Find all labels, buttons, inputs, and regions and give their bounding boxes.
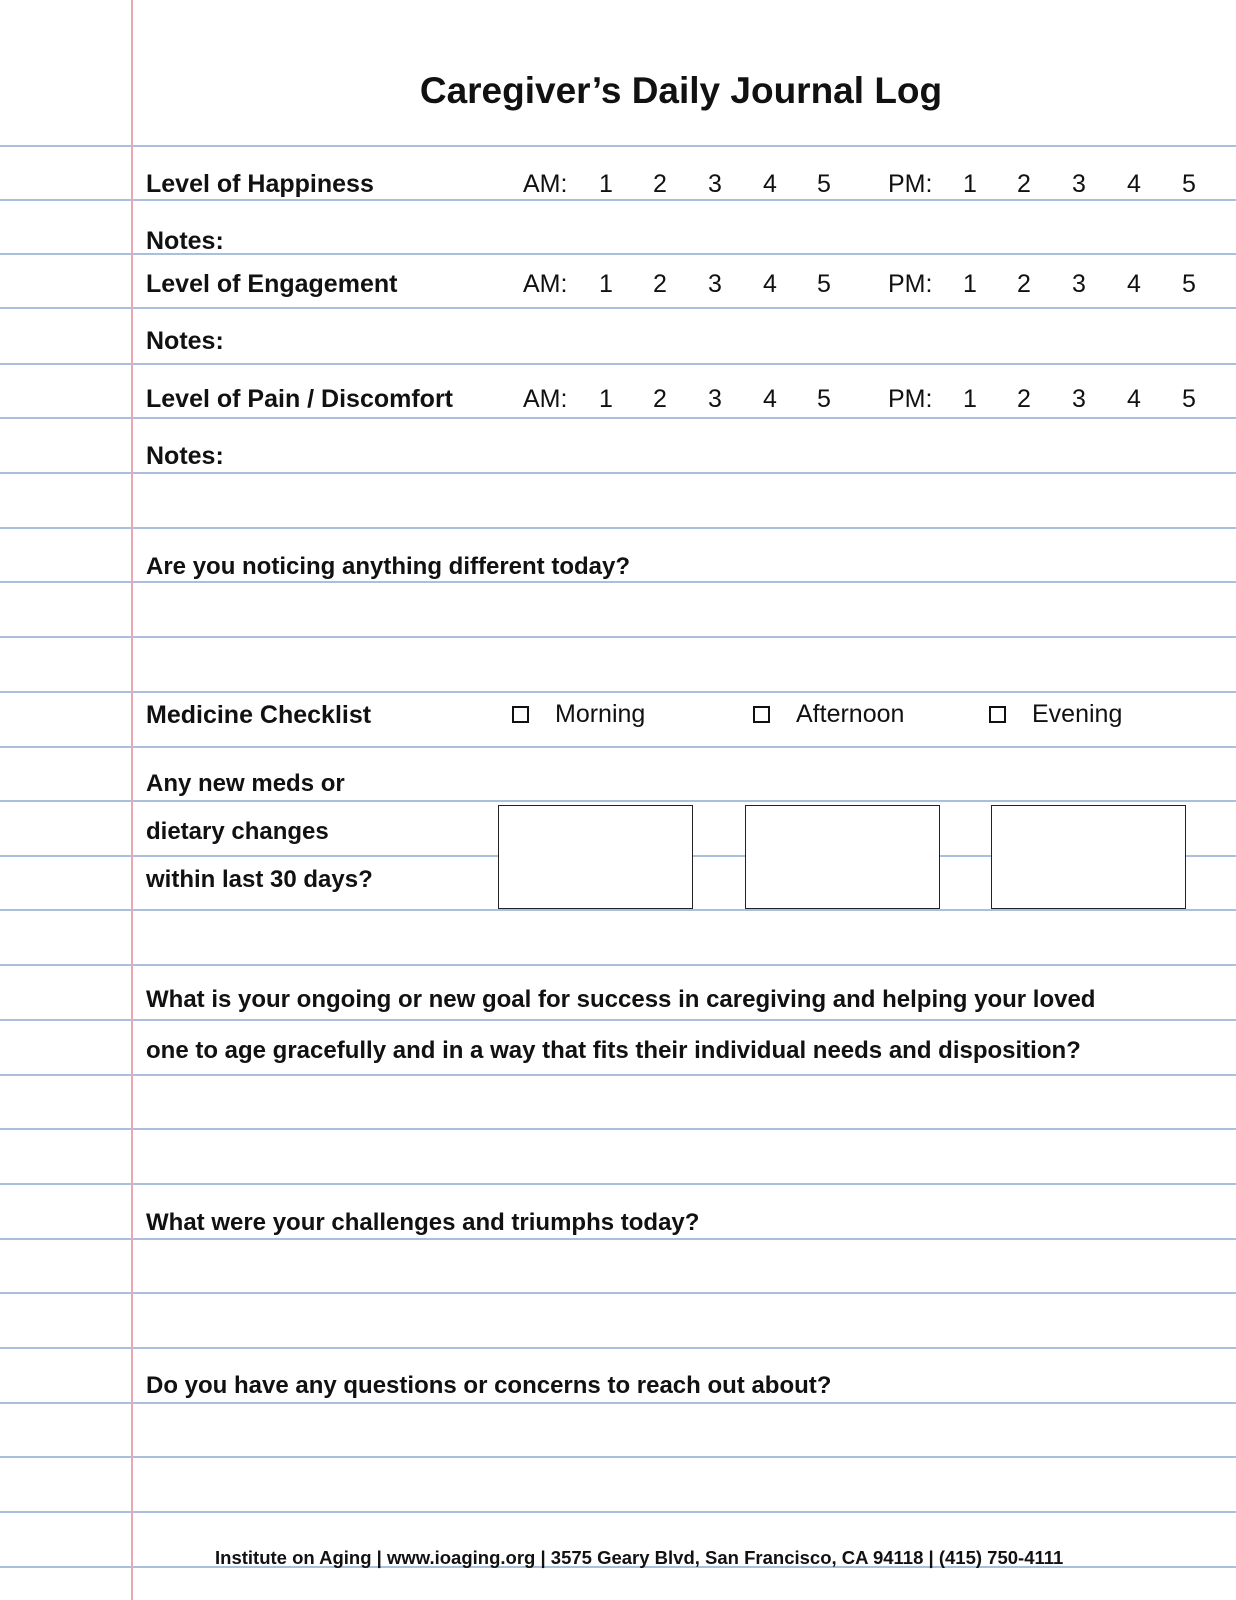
checkbox-square-icon[interactable]: [512, 706, 529, 723]
ruled-line: [0, 1183, 1236, 1185]
margin-line: [131, 0, 133, 1600]
pain-notes-label: Notes:: [146, 442, 224, 470]
ruled-line: [0, 1074, 1236, 1076]
footer-contact: Institute on Aging | www.ioaging.org | 3575 Geary Blvd, San Francisco, CA 94118 | (415) 750-4111: [215, 1547, 1064, 1568]
pain-pm-label: PM:: [888, 385, 933, 413]
checkbox-morning-label: Morning: [555, 700, 646, 728]
happiness-am-label: AM:: [523, 170, 568, 198]
ruled-line: [0, 417, 1236, 419]
pain-pm-1[interactable]: 1: [963, 385, 977, 413]
ruled-line: [0, 581, 1236, 583]
checkbox-square-icon[interactable]: [753, 706, 770, 723]
engagement-pm-2[interactable]: 2: [1017, 270, 1031, 298]
new-meds-line-2: dietary changes: [146, 818, 329, 845]
happiness-pm-1[interactable]: 1: [963, 170, 977, 198]
ruled-line: [0, 307, 1236, 309]
happiness-pm-2[interactable]: 2: [1017, 170, 1031, 198]
pain-pm-3[interactable]: 3: [1072, 385, 1086, 413]
engagement-pm-5[interactable]: 5: [1182, 270, 1196, 298]
ruled-line: [0, 1456, 1236, 1458]
ruled-line: [0, 145, 1236, 147]
engagement-pm-3[interactable]: 3: [1072, 270, 1086, 298]
happiness-am-1[interactable]: 1: [599, 170, 613, 198]
pain-am-2[interactable]: 2: [653, 385, 667, 413]
pain-am-5[interactable]: 5: [817, 385, 831, 413]
engagement-notes-label: Notes:: [146, 327, 224, 355]
happiness-am-5[interactable]: 5: [817, 170, 831, 198]
ruled-line: [0, 636, 1236, 638]
ruled-line: [0, 527, 1236, 529]
checkbox-afternoon-label: Afternoon: [796, 700, 905, 728]
pain-am-label: AM:: [523, 385, 568, 413]
pain-am-1[interactable]: 1: [599, 385, 613, 413]
new-meds-entry-box-1[interactable]: [498, 805, 693, 909]
checkbox-evening[interactable]: [989, 700, 1122, 729]
engagement-pm-label: PM:: [888, 270, 933, 298]
ruled-line: [0, 964, 1236, 966]
happiness-pm-3[interactable]: 3: [1072, 170, 1086, 198]
happiness-pm-label: PM:: [888, 170, 933, 198]
checkbox-evening-label: Evening: [1032, 700, 1123, 728]
engagement-label: Level of Engagement: [146, 270, 398, 298]
ruled-line: [0, 199, 1236, 201]
engagement-am-3[interactable]: 3: [708, 270, 722, 298]
goal-question-line-2: one to age gracefully and in a way that fits their individual needs and disposition?: [146, 1037, 1081, 1064]
ruled-line: [0, 1238, 1236, 1240]
engagement-am-label: AM:: [523, 270, 568, 298]
concerns-question: Do you have any questions or concerns to reach out about?: [146, 1372, 832, 1399]
happiness-pm-4[interactable]: 4: [1127, 170, 1141, 198]
pain-pm-4[interactable]: 4: [1127, 385, 1141, 413]
ruled-line: [0, 1292, 1236, 1294]
happiness-am-2[interactable]: 2: [653, 170, 667, 198]
new-meds-entry-box-3[interactable]: [991, 805, 1186, 909]
ruled-line: [0, 363, 1236, 365]
happiness-notes-label: Notes:: [146, 227, 224, 255]
new-meds-line-1: Any new meds or: [146, 770, 345, 797]
pain-label: Level of Pain / Discomfort: [146, 385, 454, 413]
new-meds-entry-box-2[interactable]: [745, 805, 940, 909]
ruled-line: [0, 746, 1236, 748]
happiness-am-3[interactable]: 3: [708, 170, 722, 198]
pain-pm-5[interactable]: 5: [1182, 385, 1196, 413]
new-meds-line-3: within last 30 days?: [146, 866, 373, 893]
ruled-line: [0, 909, 1236, 911]
question-different-today: Are you noticing anything different today?: [146, 553, 631, 580]
ruled-line: [0, 1019, 1236, 1021]
checkbox-morning[interactable]: [512, 700, 645, 729]
ruled-line: [0, 1347, 1236, 1349]
engagement-am-1[interactable]: 1: [599, 270, 613, 298]
engagement-am-4[interactable]: 4: [763, 270, 777, 298]
page-title: Caregiver’s Daily Journal Log: [419, 70, 943, 111]
engagement-pm-1[interactable]: 1: [963, 270, 977, 298]
ruled-line: [0, 1128, 1236, 1130]
checkbox-square-icon[interactable]: [989, 706, 1006, 723]
pain-pm-2[interactable]: 2: [1017, 385, 1031, 413]
checkbox-afternoon[interactable]: [753, 700, 904, 729]
ruled-line: [0, 472, 1236, 474]
ruled-line: [0, 1511, 1236, 1513]
pain-am-4[interactable]: 4: [763, 385, 777, 413]
ruled-line: [0, 800, 1236, 802]
challenges-question: What were your challenges and triumphs today?: [146, 1209, 700, 1236]
engagement-pm-4[interactable]: 4: [1127, 270, 1141, 298]
happiness-am-4[interactable]: 4: [763, 170, 777, 198]
goal-question-line-1: What is your ongoing or new goal for success in caregiving and helping your loved: [146, 986, 1096, 1013]
engagement-am-5[interactable]: 5: [817, 270, 831, 298]
ruled-line: [0, 691, 1236, 693]
engagement-am-2[interactable]: 2: [653, 270, 667, 298]
pain-am-3[interactable]: 3: [708, 385, 722, 413]
medicine-checklist-label: Medicine Checklist: [146, 701, 372, 729]
happiness-pm-5[interactable]: 5: [1182, 170, 1196, 198]
happiness-label: Level of Happiness: [146, 170, 374, 198]
ruled-line: [0, 1402, 1236, 1404]
